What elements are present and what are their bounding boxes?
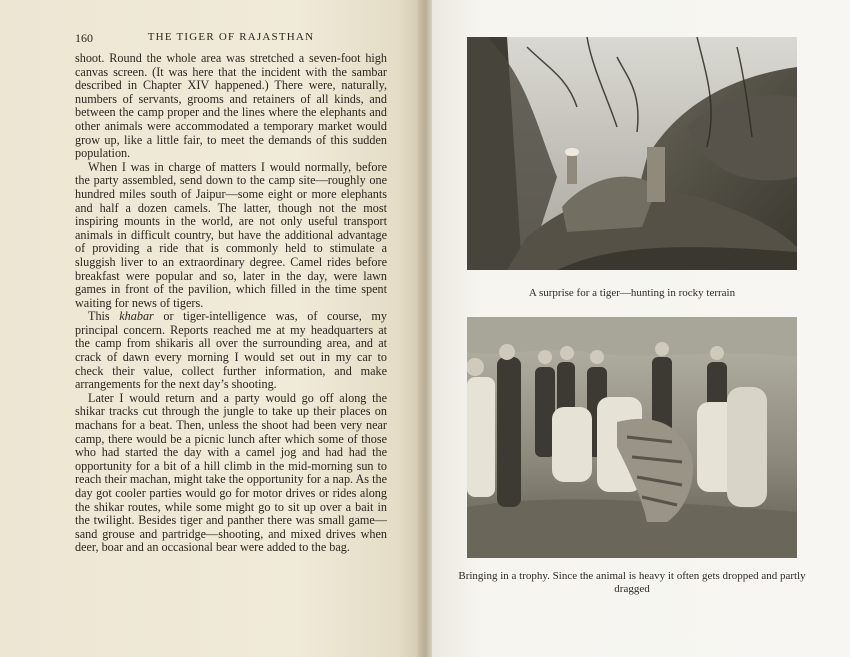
photo-rocky-terrain-image	[467, 37, 797, 270]
paragraph: shoot. Round the whole area was stretched a seven-foot high canvas screen. (It was here that the incident with the sambar described in Chapter XIV happened.) There were, naturally, numbers of servants, grooms and retainers of all kinds, and between the camp proper and the lines where the elephants and other animals were accommodated a temporary market would grow up, like a little fair, to meet the demands of this sudden population.	[75, 51, 387, 161]
photo-trophy-procession	[467, 317, 797, 558]
running-head	[75, 31, 387, 47]
figure-caption: A surprise for a tiger—hunting in rocky terrain	[528, 287, 736, 299]
running-title: THE TIGER OF RAJASTHAN	[147, 31, 315, 43]
page-number: 160	[75, 31, 93, 45]
paragraph	[75, 310, 387, 392]
body-text	[75, 52, 387, 555]
paragraph: Later I would return and a party would go off along the shikar tracks cut through the jungle to take up their places on machans for a beat. Then, unless the shoot had been very near camp, there would be a picnic lunch after which some of those who had started the day with a camel jog and had had the opportunity for a bit of a hill climb in the mid-morning sun to reach their machan, might take the opportunity for a nap. As the day got cooler parties would go for motor drives or rides along the shikar routes, while some might go to sit up over a bait in the twilight. Besides tiger and panther there was small game—sand grouse and partridge—shooting, and mixed drives when deer, boar and an occasional bear were added to the bag.	[75, 390, 387, 555]
paragraph-text: This	[88, 309, 120, 324]
photo-trophy-procession-image	[467, 317, 797, 558]
paragraph-text: or tiger-intelligence was, of course, my principal concern. Reports reached me at my headquarters at the camp from shikaris all over the surrounding area, and at crack of dawn every morning I would set out in my car to check their value, collect further information, and make arrangements for the next day’s shooting.	[75, 309, 387, 392]
figure-caption: Bringing in a trophy. Since the animal is heavy it often gets dropped and partly dragged	[458, 570, 806, 595]
photo-rocky-terrain	[467, 37, 797, 270]
paragraph: When I was in charge of matters I would normally, before the party assembled, send down to the camp site—roughly one hundred miles south of Jaipur—some eight or more elephants and half a dozen camels. The latter, though not the most inspiring mounts in the world, are not only useful transport animals in difficult country, but have the additional advantage of providing a ride that is commonly held to stimulate a sluggish liver to an extraordinary degree. Camel rides before breakfast were popular and so, later in the day, were lawn games in front of the pavilion, which filled in the time spent waiting for news of tigers.	[75, 159, 387, 310]
italic-term: khabar	[119, 309, 154, 324]
